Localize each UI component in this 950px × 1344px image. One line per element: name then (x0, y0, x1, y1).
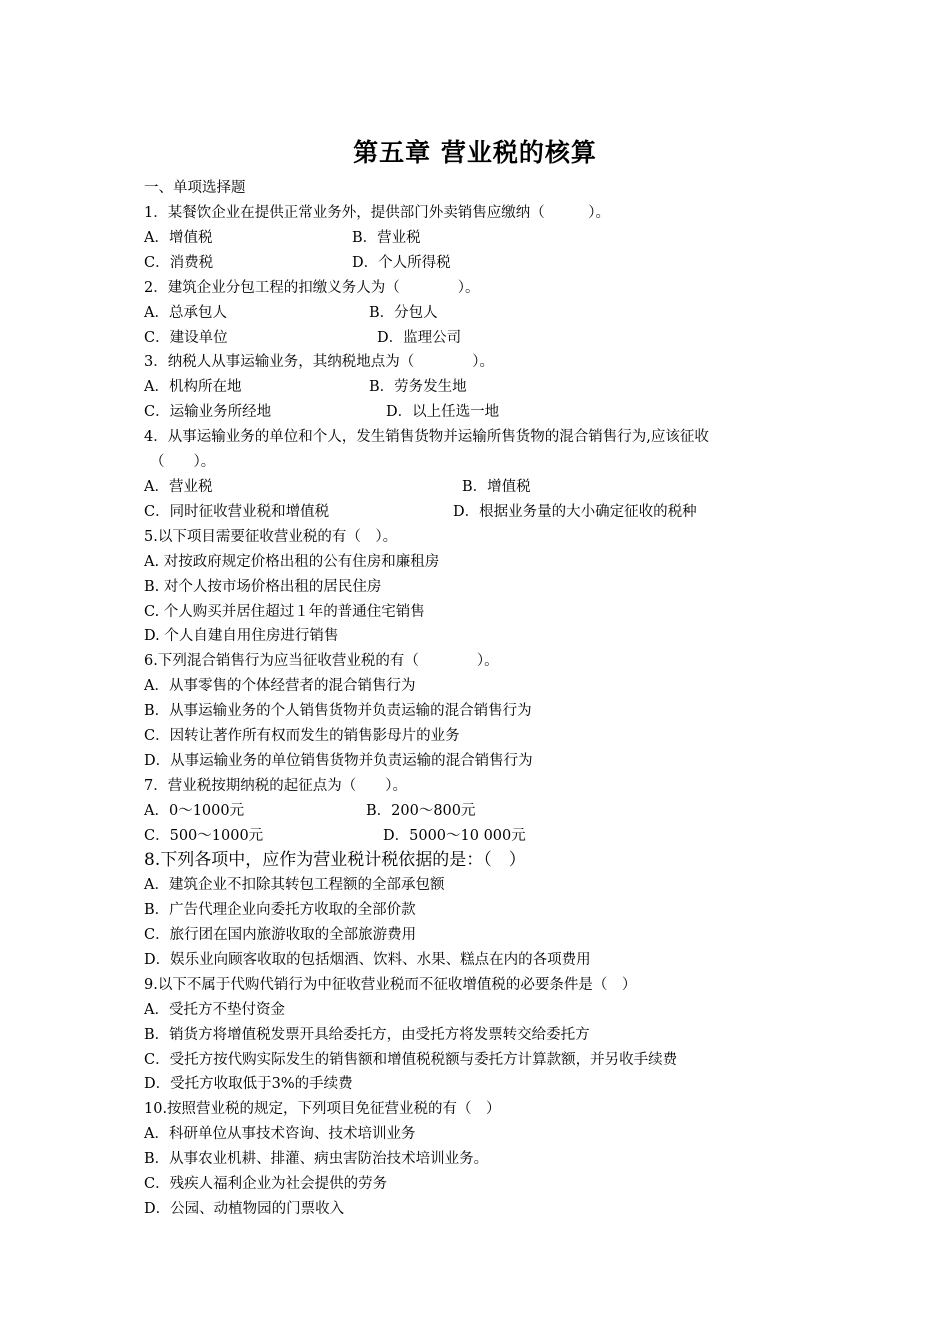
question-stem: 10.按照营业税的规定，下列项目免征营业税的有（ ） (144, 1101, 501, 1117)
question-stem: 4．从事运输业务的单位和个人，发生销售货物并运输所售货物的混合销售行为,应该征收 (144, 429, 709, 445)
option-c: C．因转让著作所有权而发生的销售影母片的业务 (144, 728, 460, 744)
question-stem: 6.下列混合销售行为应当征收营业税的有（ ）。 (144, 653, 499, 669)
option-a: A．机构所在地 (144, 379, 242, 395)
option-a: A. 对按政府规定价格出租的公有住房和廉租房 (144, 554, 440, 570)
option-b: B．营业税 (352, 230, 421, 246)
option-b: B. 对个人按市场价格出租的居民住房 (144, 579, 382, 595)
option-b: B．广告代理企业向委托方收取的全部价款 (144, 902, 416, 918)
question-stem: 7．营业税按期纳税的起征点为（ ）。 (144, 778, 407, 794)
option-b: B．分包人 (369, 305, 438, 321)
section-heading: 一、单项选择题 (144, 180, 246, 196)
option-b: B．200～800元 (366, 803, 476, 819)
option-c: C．受托方按代购实际发生的销售额和增值税税额与委托方计算款额，并另收手续费 (144, 1052, 678, 1068)
question-stem: 3．纳税人从事运输业务，其纳税地点为（ ）。 (144, 354, 494, 370)
option-c: C．残疾人福利企业为社会提供的劳务 (144, 1176, 388, 1192)
option-b: B．从事运输业务的个人销售货物并负责运输的混合销售行为 (144, 703, 532, 719)
option-d: D．从事运输业务的单位销售货物并负责运输的混合销售行为 (144, 753, 533, 769)
option-d: D．娱乐业向顾客收取的包括烟酒、饮料、水果、糕点在内的各项费用 (144, 952, 591, 968)
question-stem: 2．建筑企业分包工程的扣缴义务人为（ ）。 (144, 280, 480, 296)
option-b: B．增值税 (462, 479, 531, 495)
option-b: B．销货方将增值税发票开具给委托方，由受托方将发票转交给委托方 (144, 1027, 590, 1043)
option-c: C．同时征收营业税和增值税 (144, 504, 330, 520)
option-a: A．0～1000元 (144, 803, 245, 819)
option-a: A．受托方不垫付资金 (144, 1002, 285, 1018)
option-c: C．旅行团在国内旅游收取的全部旅游费用 (144, 927, 417, 943)
option-c: C．建设单位 (144, 330, 228, 346)
option-a: A．营业税 (144, 479, 213, 495)
option-d: D. 个人自建自用住房进行销售 (144, 628, 339, 644)
option-d: D．公园、动植物园的门票收入 (144, 1201, 345, 1217)
option-a: A．建筑企业不扣除其转包工程额的全部承包额 (144, 877, 445, 893)
option-d: D．监理公司 (377, 330, 462, 346)
option-c: C. 个人购买并居住超过１年的普通住宅销售 (144, 604, 425, 620)
option-a: A．科研单位从事技术咨询、技术培训业务 (144, 1126, 416, 1142)
option-d: D．以上任选一地 (386, 404, 500, 420)
question-stem: 8.下列各项中，应作为营业税计税依据的是：（ ） (144, 850, 526, 870)
question-stem-continued: （ ）。 (150, 454, 216, 470)
option-a: A．增值税 (144, 230, 213, 246)
question-stem: 5.以下项目需要征收营业税的有（ ）。 (144, 529, 398, 545)
option-d: D．根据业务量的大小确定征收的税种 (453, 504, 697, 520)
option-a: A．总承包人 (144, 305, 227, 321)
option-c: C．500～1000元 (144, 828, 264, 844)
option-b: B．从事农业机耕、排灌、病虫害防治技术培训业务。 (144, 1151, 489, 1167)
option-c: C．消费税 (144, 255, 214, 271)
question-stem: 9.以下不属于代购代销行为中征收营业税而不征收增值税的必要条件是（ ） (144, 977, 637, 993)
page-title: 第五章 营业税的核算 (353, 138, 597, 167)
question-stem: 1．某餐饮企业在提供正常业务外，提供部门外卖销售应缴纳（ ）。 (144, 205, 610, 221)
option-c: C．运输业务所经地 (144, 404, 272, 420)
option-a: A．从事零售的个体经营者的混合销售行为 (144, 678, 416, 694)
option-d: D．受托方收取低于3%的手续费 (144, 1076, 353, 1092)
option-d: D．5000～10 000元 (383, 828, 526, 844)
option-d: D．个人所得税 (352, 255, 451, 271)
option-b: B．劳务发生地 (369, 379, 467, 395)
